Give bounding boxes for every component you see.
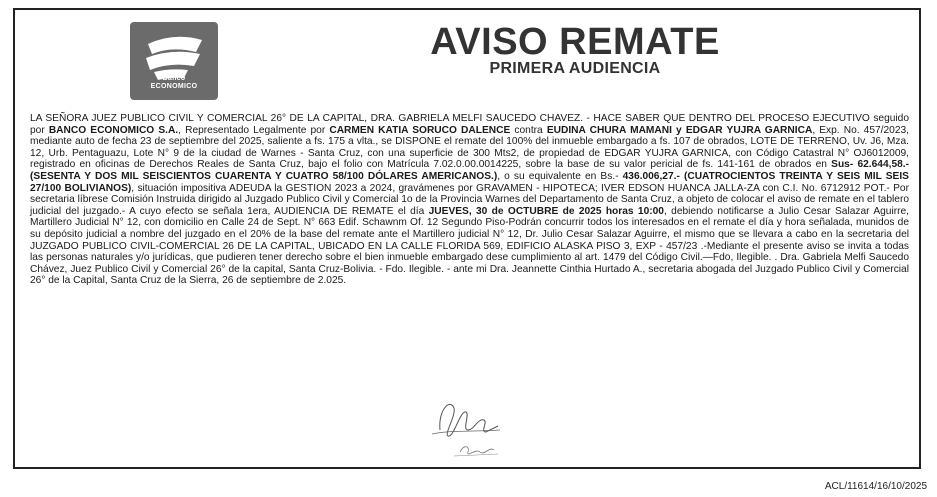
footer-reference: ACL/11614/16/10/2025	[824, 481, 927, 492]
logo-line-2: ECONOMICO	[150, 83, 198, 90]
body-segment-2: , Representado Legalmente por	[178, 124, 330, 136]
body-segment-6: , situación impositiva ADEUDA la GESTION 2023 a 2024, gravámenes por GRAVAMEN - HIPOTECA; IVER EDSON HUANCA JALLA-ZA con C.I. No. 6712912 POT.- Por secretaria líbrese Comisión Instruida dirigido al Juzgado Publico Civil y Comercial 1o de la Provincia Warnes del Departamento de Santa Cruz, a objeto de colocar el aviso de remate en el tablero judicial del juzgado.- A cuyo efecto se señala 1era, AUDIENCIA DE REMATE el día	[30, 182, 909, 217]
bank-logo	[130, 22, 218, 100]
notice-frame	[13, 8, 921, 469]
body-bold-usd-amount: Sus- 62.644,58.- (SESENTA Y DOS MIL SEISCIENTOS CUARENTA Y CUATRO 58/100 DÓLARES AMERICANOS.)	[30, 159, 909, 182]
body-segment-1: LA SEÑORA JUEZ PUBLICO CIVIL Y COMERCIAL 26° DE LA CAPITAL, DRA. GABRIELA MELFI SAUCEDO CHAVEZ. - HACE SABER QUE DENTRO DEL PROCESO EJECUTIVO seguido por	[30, 113, 909, 136]
body-bold-bs-amount: 436.006,27.- (CUATROCIENTOS TREINTA Y SEIS MIL SEIS 27/100 BOLIVIANOS)	[30, 170, 909, 194]
logo-line-1: Banco	[162, 75, 186, 82]
handwritten-signature	[420, 390, 510, 465]
body-bold-bank: BANCO ECONOMICO S.A.	[48, 124, 179, 136]
notice-body	[30, 113, 909, 287]
body-bold-auction-date: JUEVES, 30 de OCTUBRE de 2025 horas 10:00	[428, 205, 664, 217]
bank-logo-text	[130, 75, 218, 91]
body-segment-3: contra	[510, 124, 547, 136]
body-segment-4: , Exp. No. 457/2023, mediante auto de fecha 23 de septiembre del 2025, saliente a fs. 175 a vlta., se DISPONE el remate del 100% del inmueble embargado a fs. 107 de obrados, LOTE DE TERRENO, Uv. J6, Mza. 12, Urb. Pentaguazu, Lote N° 9 de la ciudad de Warnes - Santa Cruz, con una superficie de 300 Mts2, de propiedad de EDGAR YUJRA GARNICA, con Código Catastral N° OJ6012009, registrado en oficinas de Derechos Reales de Santa Cruz, bajo el folio con Matrícula 7.02.0.00.0014225, sobre la base de su valor pericial de fs. 141-161 de obrados en	[30, 124, 909, 171]
notice-subtitle: PRIMERA AUDIENCIA	[489, 60, 661, 77]
body-bold-defendants: EUDINA CHURA MAMANI y EDGAR YUJRA GARNICA	[546, 124, 813, 136]
body-bold-representative: CARMEN KATIA SORUCO DALENCE	[329, 124, 511, 136]
body-segment-5: , o su equivalente en Bs.-	[497, 170, 623, 182]
body-segment-7: , debiendo notificarse a Julio Cesar Salazar Aguirre, Martillero Judicial N° 12, con domicilio en Calle 24 de Sept. N° 663 Edif. Schawnm Of. 12 Segundo Piso-Podrán concurrir todos los interesados en el remate el día y hora señalada, munidos de su depósito judicial a nombre del juzgado en el 20% de la base del remate ante el Martillero judicial N° 12, Dr. Julio Cesar Salazar Aguirre, el mismo que se llevara a cabo en la secretaria del JUZGADO PUBLICO CIVIL-COMERCIAL 26 DE LA CAPITAL, UBICADO EN LA CALLE FLORIDA 569, EDIFICIO ALASKA PISO 3, EXP - 457/23 .-Mediante el presente aviso se invita a todas las personas naturales y/o jurídicas, que pudieren tener derecho sobre el bien inmueble embargado dese cumplimiento al art. 1479 del Código Civil.—Fdo, Ilegible. . Dra. Gabriela Melfi Saucedo Chávez, Juez Publico Civil y Comercial 26° de la capital, Santa Cruz-Bolivia. - Fdo. Ilegible. - ante mi Dra. Jeannette Cinthia Hurtado A., secretaria abogada del Juzgado Publico Civil y Comercial 26° de la Capital, Santa Cruz de la Sierra, 26 de septiembre de 2.025.	[30, 205, 909, 287]
notice-title: AVISO REMATE	[430, 21, 720, 63]
